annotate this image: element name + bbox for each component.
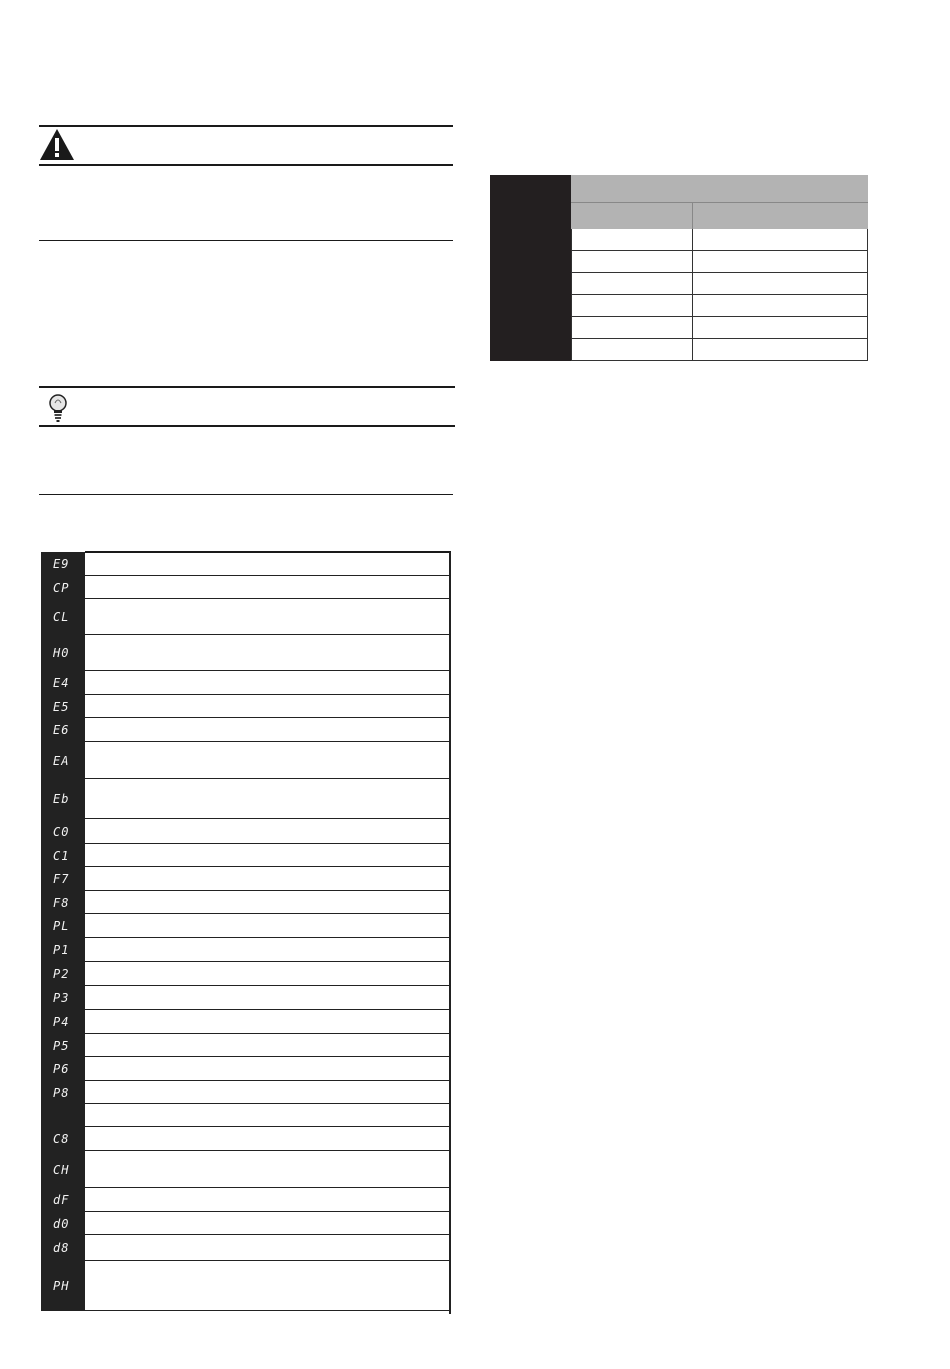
error-code-row	[41, 844, 451, 867]
error-code-label: EA	[41, 742, 85, 779]
table-cell	[571, 273, 693, 295]
table-cell	[571, 339, 693, 361]
tip-header-rule	[39, 425, 455, 427]
error-code-row	[41, 635, 451, 671]
error-code-label: F8	[41, 891, 85, 914]
error-code-label: CP	[41, 576, 85, 599]
tip-top-rule	[39, 386, 455, 388]
error-code-description	[85, 695, 451, 718]
error-code-label: E6	[41, 718, 85, 742]
warning-bottom-rule	[39, 240, 453, 241]
error-code-row	[41, 718, 451, 742]
error-code-label: CL	[41, 599, 85, 635]
error-code-label: C1	[41, 844, 85, 867]
table-row-header-cell	[490, 317, 571, 339]
table-row	[490, 229, 868, 251]
table-cell	[692, 295, 868, 317]
error-code-description	[85, 867, 451, 891]
table-subheader-1	[571, 203, 693, 229]
error-code-description	[85, 1104, 451, 1127]
error-code-row	[41, 599, 451, 635]
table-cell	[692, 317, 868, 339]
table-cell	[692, 251, 868, 273]
error-code-label: d0	[41, 1212, 85, 1235]
error-code-description	[85, 718, 451, 742]
error-code-row	[41, 1034, 451, 1057]
error-code-row	[41, 742, 451, 779]
error-code-description	[85, 891, 451, 914]
error-code-label	[41, 1104, 85, 1127]
error-code-row	[41, 576, 451, 599]
error-code-row	[41, 552, 451, 576]
error-code-description	[85, 1235, 451, 1261]
error-code-row	[41, 1057, 451, 1081]
table-row-header-cell	[490, 251, 571, 273]
error-code-row	[41, 695, 451, 718]
error-code-row	[41, 1104, 451, 1127]
error-code-label: H0	[41, 635, 85, 671]
error-code-row	[41, 962, 451, 986]
error-code-label: PL	[41, 914, 85, 938]
error-code-description	[85, 1057, 451, 1081]
error-code-table-border	[449, 552, 451, 1314]
tip-bottom-rule	[39, 494, 453, 495]
table-row-header-cell	[490, 295, 571, 317]
error-code-label: E4	[41, 671, 85, 695]
table-subheader-2	[693, 203, 868, 229]
error-code-table-top-rule	[85, 551, 451, 553]
error-code-row	[41, 1261, 451, 1311]
error-code-description	[85, 1127, 451, 1151]
lightbulb-icon	[48, 393, 68, 423]
table-row	[490, 273, 868, 295]
error-code-description	[85, 576, 451, 599]
table-header-group	[571, 175, 868, 203]
error-code-description	[85, 938, 451, 962]
error-code-row	[41, 819, 451, 844]
error-code-row	[41, 1151, 451, 1188]
error-code-row	[41, 986, 451, 1010]
table-row-header-cell	[490, 273, 571, 295]
error-code-description	[85, 986, 451, 1010]
error-code-label: d8	[41, 1235, 85, 1261]
warning-top-rule	[39, 125, 453, 127]
error-code-label: P4	[41, 1010, 85, 1034]
warning-triangle-icon	[39, 128, 75, 161]
error-code-label: P5	[41, 1034, 85, 1057]
error-code-description	[85, 1261, 451, 1311]
error-code-description	[85, 1151, 451, 1188]
table-cell	[692, 273, 868, 295]
error-code-row	[41, 779, 451, 819]
error-code-row	[41, 1188, 451, 1212]
table-row-header-cell	[490, 339, 571, 361]
error-code-label: PH	[41, 1261, 85, 1311]
error-code-row	[41, 938, 451, 962]
error-code-description	[85, 1188, 451, 1212]
error-code-description	[85, 819, 451, 844]
error-code-label: E5	[41, 695, 85, 718]
error-code-description	[85, 671, 451, 695]
error-code-row	[41, 891, 451, 914]
table-cell	[571, 251, 693, 273]
error-code-row	[41, 914, 451, 938]
error-code-description	[85, 844, 451, 867]
table-cell	[692, 229, 868, 251]
error-code-description	[85, 1212, 451, 1235]
error-code-description	[85, 599, 451, 635]
table-row-header-cell	[490, 229, 571, 251]
table-header-corner	[490, 175, 571, 229]
error-code-label: F7	[41, 867, 85, 891]
error-code-label: dF	[41, 1188, 85, 1212]
error-code-row	[41, 1127, 451, 1151]
error-code-row	[41, 1081, 451, 1104]
table-cell	[571, 229, 693, 251]
error-code-label: E9	[41, 552, 85, 576]
error-code-row	[41, 1235, 451, 1261]
table-row	[490, 317, 868, 339]
table-row	[490, 251, 868, 273]
error-code-label: P8	[41, 1081, 85, 1104]
warning-header-rule	[39, 164, 453, 166]
table-row	[490, 295, 868, 317]
error-code-description	[85, 1081, 451, 1104]
error-code-row	[41, 671, 451, 695]
error-code-description	[85, 962, 451, 986]
error-code-label: P6	[41, 1057, 85, 1081]
error-code-description	[85, 914, 451, 938]
error-code-row	[41, 1212, 451, 1235]
error-code-label: P2	[41, 962, 85, 986]
error-code-row	[41, 1010, 451, 1034]
error-code-description	[85, 742, 451, 779]
table-row	[490, 339, 868, 361]
error-code-description	[85, 552, 451, 576]
error-code-row	[41, 867, 451, 891]
error-code-label: CH	[41, 1151, 85, 1188]
error-code-label: P1	[41, 938, 85, 962]
error-code-description	[85, 779, 451, 819]
error-code-label: Eb	[41, 779, 85, 819]
error-code-label: C8	[41, 1127, 85, 1151]
table-cell	[692, 339, 868, 361]
error-code-description	[85, 1034, 451, 1057]
table-cell	[571, 317, 693, 339]
table-cell	[571, 295, 693, 317]
error-code-description	[85, 1010, 451, 1034]
error-code-description	[85, 635, 451, 671]
error-code-label: C0	[41, 819, 85, 844]
error-code-label: P3	[41, 986, 85, 1010]
